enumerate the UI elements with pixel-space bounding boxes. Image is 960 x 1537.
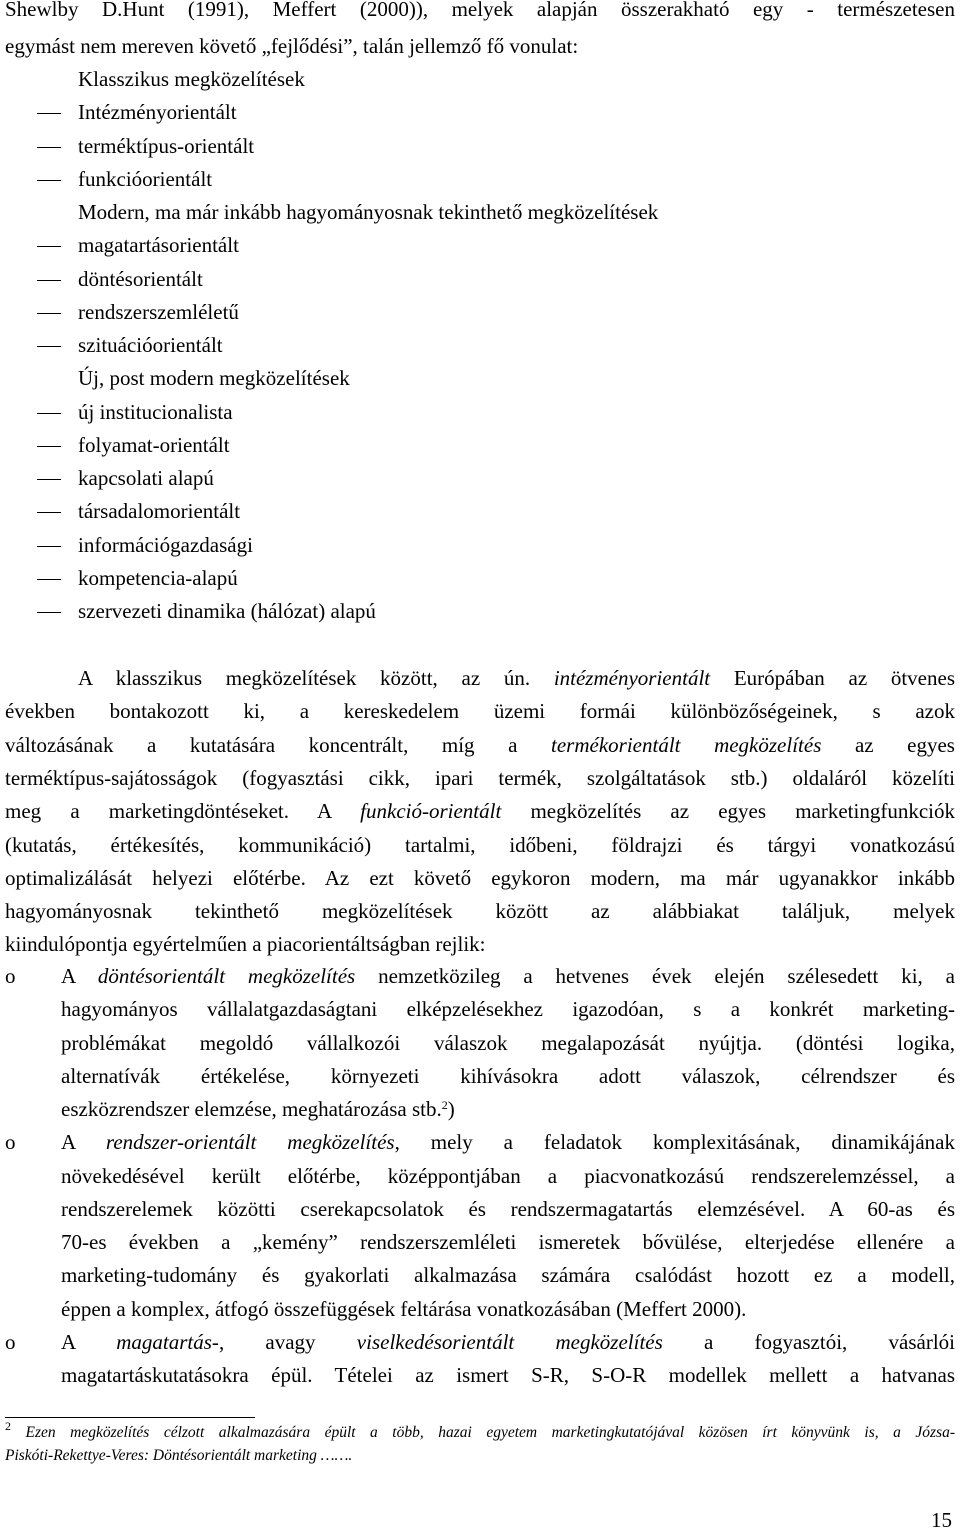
outline-heading: Klasszikus megközelítések [78, 67, 305, 91]
intro-line-1: Shewlby D.Hunt (1991), Meffert (2000)), melyek alapján összerakható egy - természetesen [5, 0, 955, 21]
dash-marker [37, 180, 61, 181]
emphasis-text: rendszer-orientált megközelítés [105, 1130, 395, 1155]
text-run: A [61, 964, 98, 988]
text-run: változásának a kutatására koncentrált, míg a [5, 732, 552, 757]
paragraph-line [5, 862, 955, 895]
text-run: ) [447, 1097, 455, 1121]
footnote-ref: 2 [441, 1098, 448, 1112]
text-run: terméktípus-sajátosságok (fogyasztási cikk, ipari termék, szolgáltatások stb.) oldaláról közelíti [5, 765, 955, 790]
footnote-number: 2 [5, 1421, 11, 1433]
paragraph-line [5, 795, 955, 828]
bullet-line [61, 960, 955, 993]
text-run: éppen a komplex, átfogó összefüggések feltárása vonatkozásában (Meffert 2000). [61, 1296, 747, 1321]
outline-heading: Modern, ma már inkább hagyományosnak tekinthető megközelítések [78, 200, 659, 224]
text-run: A [61, 1130, 106, 1155]
bullet-line [61, 1359, 955, 1392]
emphasis-text: magatartás- [116, 1329, 219, 1354]
text-run: meg a marketingdöntéseket. A [5, 799, 361, 824]
emphasis-text: funkció-orientált [360, 799, 502, 824]
text-run: megközelítés az egyes marketingfunkciók [501, 799, 955, 824]
emphasis-text: döntésorientált megközelítés [97, 964, 356, 988]
paragraph-line [5, 729, 955, 762]
bullet-line [61, 1293, 955, 1326]
text-run: marketing-tudomány és gyakorlati alkalmazása számára csalódást hozott ez a modell, [61, 1263, 955, 1288]
text-run: hagyományos vállalatgazdaságtani elképzelésekhez igazodóan, s a konkrét marketing- [61, 997, 955, 1022]
paragraph-line [5, 895, 955, 928]
footnote-line-2: Piskóti-Rekettye-Veres: Döntésorientált marketing ……. [5, 1447, 353, 1464]
footnote-text-1: Ezen megközelítés célzott alkalmazására épült a több, hazai egyetem marketingkutatójával közösen írt könyvünk is, a Józsa- [25, 1424, 955, 1441]
outline-item: társadalomorientált [78, 499, 241, 524]
bullet-line [61, 1160, 955, 1193]
text-run: az egyes [821, 732, 955, 757]
text-run: A klasszikus megközelítések között, az ún. [78, 666, 554, 690]
text-run: problémákat megoldó vállalkozói válaszok megalapozását nyújtja. (döntési logika, [61, 1030, 955, 1055]
footnote-line-1 [5, 1421, 955, 1444]
intro-line-2: egymást nem mereven követő „fejlődési”, talán jellemző fő vonulat: [5, 34, 579, 58]
bullet-line [61, 993, 955, 1026]
text-run: A [61, 1329, 117, 1354]
text-run: Európában az ötvenes [710, 666, 955, 690]
dash-marker [37, 313, 61, 314]
page-number: 15 [931, 1508, 952, 1532]
outline-item: új institucionalista [78, 399, 233, 424]
bullet-line [61, 1093, 955, 1126]
outline-item: szervezeti dinamika (hálózat) alapú [78, 599, 376, 623]
bullet-marker: o [5, 1329, 16, 1354]
text-run: optimalizálását helyezi előtérbe. Az ezt követő egykoron modern, ma már ugyanakkor inkább [5, 865, 955, 890]
text-run: hagyományosnak tekinthető megközelítések között az alábbiakat találjuk, melyek [5, 899, 955, 924]
outline-item: kapcsolati alapú [78, 466, 214, 490]
bullet-marker: o [5, 964, 16, 988]
text-run: alternatívák értékelése, környezeti kihívásokra adott válaszok, célrendszer és [61, 1063, 955, 1088]
paragraph-line [5, 662, 955, 695]
bullet-line [61, 1060, 955, 1093]
text-run: magatartáskutatásokra épül. Tételei az ismert S-R, S-O-R modellek mellett a hatvanas [61, 1363, 955, 1387]
outline-item: folyamat-orientált [78, 432, 230, 457]
emphasis-text: intézményorientált [553, 666, 711, 690]
dash-marker [37, 246, 61, 247]
text-run: a fogyasztói, vásárlói [662, 1329, 955, 1354]
text-run: 70-es években a „kemény” rendszerszemléleti ismeretek bővülése, elterjedése ellenére a [61, 1230, 955, 1254]
bullet-line [61, 1259, 955, 1292]
paragraph-line [5, 829, 955, 862]
bullet-line [61, 1193, 955, 1226]
bullet-marker: o [5, 1130, 16, 1155]
text-run: rendszerelemek közötti cserekapcsolatok és rendszermagatartás elemzésével. A 60-as és [61, 1196, 955, 1221]
text-run: (kutatás, értékesítés, kommunikáció) tartalmi, időbeni, földrajzi és tárgyi vonatkozású [5, 832, 955, 857]
outline-item: funkcióorientált [78, 166, 213, 191]
dash-marker [37, 479, 61, 480]
emphasis-text: termékorientált megközelítés [551, 732, 822, 757]
emphasis-text: viselkedésorientált megközelítés [356, 1329, 663, 1354]
outline-heading: Új, post modern megközelítések [78, 366, 350, 391]
bullet-line [61, 1326, 955, 1359]
dash-marker [37, 446, 61, 447]
dash-marker [37, 612, 61, 613]
paragraph-line [5, 695, 955, 728]
dash-marker [37, 280, 61, 281]
text-run: kiindulópontja egyértelműen a piacorientáltságban rejlik: [5, 932, 486, 957]
outline-item: információgazdasági [78, 532, 253, 557]
text-run: , mely a feladatok komplexitásának, dinamikájának [394, 1130, 955, 1155]
dash-marker [37, 113, 61, 114]
outline-item: szituációorientált [78, 333, 223, 357]
paragraph-line [5, 928, 955, 961]
footnote-separator [5, 1417, 255, 1418]
text-run: eszközrendszer elemzése, meghatározása stb. [61, 1097, 442, 1121]
dash-marker [37, 579, 61, 580]
bullet-line [61, 1126, 955, 1159]
outline-item: magatartásorientált [78, 233, 239, 258]
bullet-line [61, 1027, 955, 1060]
paragraph-line [5, 762, 955, 795]
text-run: években bontakozott ki, a kereskedelem üzemi formái különbözőségeinek, s azok [5, 699, 955, 724]
dash-marker [37, 413, 61, 414]
outline-item: terméktípus-orientált [78, 133, 255, 158]
dash-marker [37, 546, 61, 547]
dash-marker [37, 147, 61, 148]
text-run: , avagy [218, 1329, 357, 1354]
outline-item: döntésorientált [78, 266, 203, 291]
bullet-line [61, 1226, 955, 1259]
outline-item: kompetencia-alapú [78, 565, 238, 590]
text-run: nemzetközileg a hetvenes évek elején szélesedett ki, a [355, 964, 955, 988]
outline-item: rendszerszemléletű [78, 299, 239, 324]
dash-marker [37, 512, 61, 513]
text-run: növekedésével került előtérbe, középpontjában a piacvonatkozású rendszerelemzéssel, a [61, 1163, 955, 1188]
dash-marker [37, 346, 61, 347]
outline-item: Intézményorientált [78, 100, 237, 125]
